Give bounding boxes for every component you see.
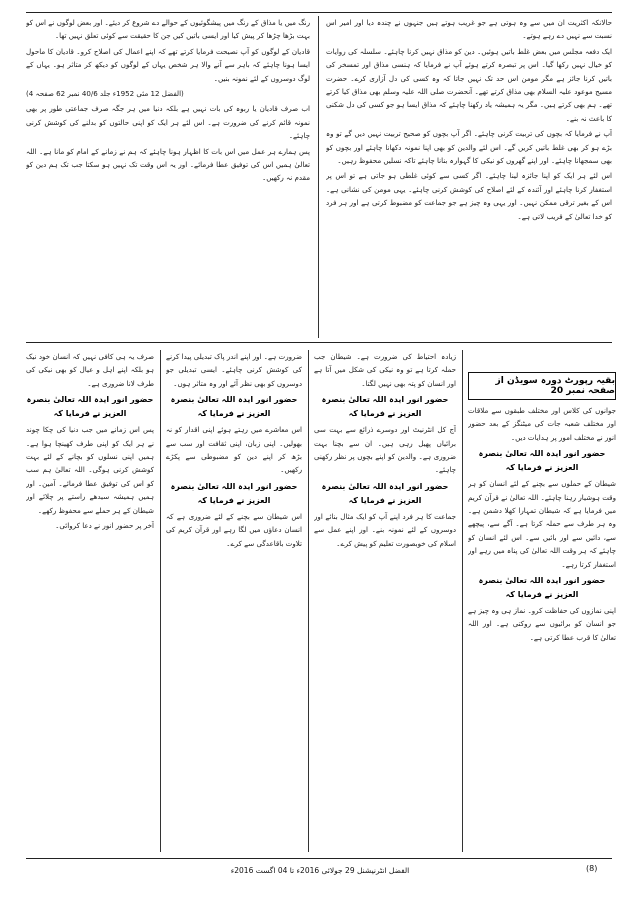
bottom-col4-para-1: صرف یہ ہی کافی نہیں کہ انسان خود نیک ہو بلکہ اپنے اہل و عیال کو بھی نیکی کی طرف لانا ضروری ہے۔: [26, 352, 154, 388]
bottom-col-4: [26, 350, 154, 852]
bottom-col2-para-3: جماعت کا ہر فرد اپنے آپ کو ایک مثال بنائے اور دوسروں کے لئے نمونہ بنے۔ اور اپنے عمل سے اسلام کی خوبصورت تعلیم کو پیش کرے۔: [314, 511, 456, 548]
top-left-para-4: پس ہمارے ہر عمل میں اس بات کا اظہار ہونا چاہئے کہ ہم نے زمانے کے امام کو مانا ہے۔ اللہ تعالیٰ ہمیں اس کی توفیق عطا فرمائے۔ اور یہ اس وقت تک نہیں ہو سکتا جب تک ہم دین کو مقدم نہ رکھیں۔: [26, 146, 310, 183]
bottom-col3-para-1: ضرورت ہے۔ اور اپنے اندر پاک تبدیلی پیدا کرنے کی کوشش کرنی چاہئے۔ ایسی تبدیلی جو دوسروں کو بھی نظر آئے اور وہ متاثر ہوں۔: [166, 352, 302, 388]
bottom-col4-para-3: آخر پر حضور انور نے دعا کروائی۔: [55, 521, 154, 531]
bottom-divider-3: [160, 350, 161, 852]
bottom-divider-2: [308, 350, 309, 852]
top-right-column: [326, 16, 612, 336]
bottom-col2-para-2: آج کل انٹرنیٹ اور دوسرے ذرائع سے بہت سی برائیاں پھیل رہی ہیں۔ ان سے بچنا بہت ضروری ہے۔ والدین کو اپنے بچوں پر نظر رکھنی چاہئے۔: [314, 425, 456, 475]
section-divider: [26, 342, 612, 343]
bottom-col1-subhead-1: حضور انور ایدہ اللہ تعالیٰ بنصرہ العزیز نے فرمایا کہ: [478, 449, 606, 473]
bottom-col1-para-3: اپنی نمازوں کی حفاظت کرو۔ نماز ہی وہ چیز ہے جو انسان کو برائیوں سے روکتی ہے۔ اور اللہ تعالیٰ کا قرب عطا کرتی ہے۔: [468, 606, 616, 642]
bottom-col-1: [468, 404, 616, 852]
top-left-citation: (الفضل 12 مئی 1952ء جلد 40/6 نمبر 62 صفحہ 4): [26, 89, 184, 99]
footer-rule: [26, 858, 612, 859]
bottom-col1-para-1: جوانوں کی کلاس اور مختلف طبقوں سے ملاقات اور مختلف شعبہ جات کی میٹنگز کے بعد حضور انور نے مختلف امور پر ہدایات دیں۔: [468, 406, 616, 442]
bottom-col3-para-2: اس معاشرے میں رہتے ہوئے اپنی اقدار کو نہ بھولیں۔ اپنی زبان، اپنی ثقافت اور سب سے بڑھ کر اپنے دین کو مضبوطی سے پکڑے رکھیں۔: [166, 425, 302, 475]
bottom-col2-para-1: زیادہ احتیاط کی ضرورت ہے۔ شیطان جب حملہ کرتا ہے تو وہ نیکی کی شکل میں آتا ہے اور انسان کو پتہ بھی نہیں لگتا۔: [314, 352, 456, 388]
bottom-col4-subhead-1: حضور انور ایدہ اللہ تعالیٰ بنصرہ العزیز نے فرمایا کہ: [26, 395, 154, 419]
bottom-col1-para-2: شیطان کے حملوں سے بچنے کے لئے انسان کو ہر وقت ہوشیار رہنا چاہئے۔ اللہ تعالیٰ نے قرآن کریم میں فرمایا ہے کہ شیطان تمہارا کھلا دشمن ہے۔ وہ ہر طرف سے حملہ کرتا ہے۔ آگے سے، پیچھے سے، دائیں سے اور بائیں سے۔ اس لئے انسان کو چاہئے کہ ہر وقت اللہ تعالیٰ کی پناہ میں رہے اور استغفار کرتا رہے۔: [468, 479, 616, 569]
top-left-para-1: رنگ میں یا مذاق کے رنگ میں پیشگوئیوں کے حوالے دے شروع کر دیئے۔ اور بعض لوگوں نے اس کو بہت بڑھا چڑھا کر پیش کیا اور ایسی باتیں کیں جن کا حقیقت سے کوئی تعلق نہیں تھا۔: [26, 18, 310, 41]
bottom-col3-subhead-2: حضور انور ایدہ اللہ تعالیٰ بنصرہ العزیز نے فرمایا کہ: [170, 481, 298, 505]
bottom-col-3: [166, 350, 302, 852]
series-heading-text: بقیہ رپورٹ دورہ سویڈن از صفحہ نمبر 20: [495, 376, 615, 396]
series-heading-box: [468, 372, 616, 400]
top-right-para-3: آپ نے فرمایا کہ بچوں کی تربیت کرنی چاہئے۔ اگر آپ بچوں کو صحیح تربیت نہیں دیں گے تو وہ بڑے ہو کر بھی غلط باتیں کریں گے۔ اس لئے والدین کو بھی اپنا نمونہ دکھانا چاہئے اور بچوں کو بھی سمجھانا چاہئے۔ اور اپنے گھروں کو نیکی کا گہوارہ بنانا چاہئے تاکہ نسلیں محفوظ رہیں۔: [326, 129, 612, 166]
top-left-column: [26, 16, 310, 336]
bottom-col3-subhead-1: حضور انور ایدہ اللہ تعالیٰ بنصرہ العزیز نے فرمایا کہ: [170, 395, 298, 419]
bottom-col4-para-2: پس اس زمانے میں جب دنیا کی چکا چوند نے ہر ایک کو اپنی طرف کھینچا ہوا ہے۔ ہمیں اپنی نسلوں کو بچانے کے لئے بہت کوشش کرنی ہوگی۔ اللہ تعالیٰ ہم سب کو اس کی توفیق عطا فرمائے۔ آمین۔ اور ہمیں ہمیشہ سیدھے راستے پر چلائے اور شیطان کے ہر حملے سے محفوظ رکھے۔: [26, 425, 154, 515]
top-left-para-2: قادیان کے لوگوں کو آپ نصیحت فرمایا کرتے تھے کہ اپنے اعمال کی اصلاح کرو۔ قادیان کا ماحول ایسا ہونا چاہئے کہ باہر سے آنے والا ہر شخص یہاں کے لوگوں کو دیکھ کر متاثر ہو۔ یہاں کے لوگ دوسروں کے لئے نمونہ بنیں۔: [26, 46, 310, 83]
footer-publication: الفضل انٹرنیشنل 29 جولائی 2016ء تا 04 اگست 2016ء: [230, 866, 410, 875]
top-column-divider: [318, 16, 319, 338]
top-rule: [26, 12, 612, 13]
bottom-divider-1: [462, 350, 463, 852]
bottom-col-2: [314, 350, 456, 852]
top-right-para-2: ایک دفعہ مجلس میں بعض غلط باتیں ہوئیں۔ دین کو مذاق نہیں کرنا چاہئے۔ سلسلہ کی روایات کو خیال نہیں رکھا گیا۔ اس پر تبصرہ کرتے ہوئے آپ نے فرمایا کہ ہنسی مذاق اور تمسخر کی باتیں کرنا جائز ہے مگر مومن اس حد تک نہیں جاتا کہ وہ کسی کی دل آزاری کرے۔ حضرت مسیح موعود علیہ السلام بھی مذاق کرتے تھے۔ آنحضرت صلی اللہ علیہ وسلم بھی مذاق کیا کرتے تھے۔ ہم بھی کرتے ہیں۔ مگر یہ ہمیشہ یاد رکھنا چاہئے کہ مذاق ایسا ہو جو کسی کی دل شکنی کا باعث نہ بنے۔: [326, 46, 612, 123]
bottom-col2-subhead-1: حضور انور ایدہ اللہ تعالیٰ بنصرہ العزیز نے فرمایا کہ: [321, 395, 449, 419]
bottom-col3-para-3: اس شیطان سے بچنے کے لئے ضروری ہے کہ انسان دعاؤں میں لگا رہے اور قرآن کریم کی تلاوت باقاعدگی سے کرے۔: [166, 511, 302, 548]
top-right-para-4: اس لئے ہر ایک کو اپنا جائزہ لینا چاہئے۔ اگر کسی سے کوئی غلطی ہو جاتی ہے تو اس پر استغفار کرنا چاہئے اور آئندہ کے لئے اصلاح کی کوشش کرنی چاہئے۔ یہی مومن کی نشانی ہے۔ اس کے بغیر ترقی ممکن نہیں۔ اور یہی وہ چیز ہے جو جماعت کو مضبوط کرتی ہے اور ہر فرد کو خدا تعالیٰ کے قریب لاتی ہے۔: [326, 171, 612, 221]
bottom-col1-subhead-2: حضور انور ایدہ اللہ تعالیٰ بنصرہ العزیز نے فرمایا کہ: [478, 576, 606, 600]
top-right-para-1: حالانکہ اکثریت ان میں سے وہ ہوتی ہے جو غریب ہوتے ہیں جنہوں نے چندہ دیا اور امیر اس نسبت سے نہیں دے رہے ہوتے۔: [326, 18, 612, 41]
page-number: (8): [586, 864, 598, 873]
bottom-col2-subhead-2: حضور انور ایدہ اللہ تعالیٰ بنصرہ العزیز نے فرمایا کہ: [321, 481, 449, 505]
top-left-para-3: اب صرف قادیان یا ربوہ کی بات نہیں ہے بلکہ دنیا میں ہر جگہ صرف جماعتی طور پر بھی نمونہ قائم کرنے کی ضرورت ہے۔ اس لئے ہر ایک کو اپنی حالتوں کو بدلنے کی کوشش کرنی چاہئے۔: [26, 104, 310, 141]
